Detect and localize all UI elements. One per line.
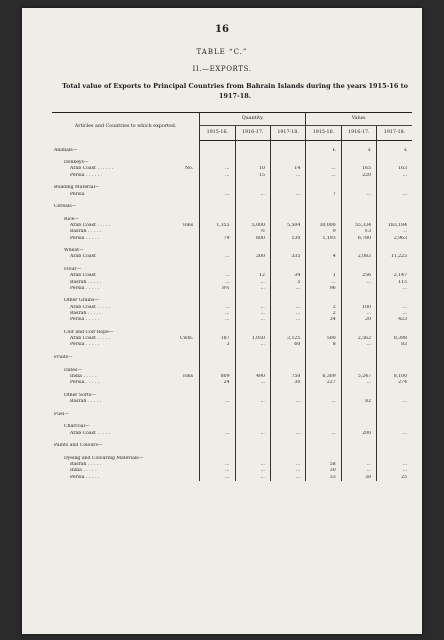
- unit-label: Tons: [182, 373, 194, 379]
- table-cell: ...: [235, 192, 270, 198]
- table-cell: ...: [341, 192, 376, 198]
- table-cell: 163: [377, 166, 412, 172]
- table-cell: ...: [235, 431, 270, 437]
- table-cell: 335: [270, 254, 305, 260]
- table-cell: 34: [270, 273, 305, 279]
- table-cell: 2: [306, 305, 341, 311]
- table-cell: 2,562: [341, 336, 376, 342]
- table-cell: 183,184: [377, 223, 412, 229]
- value-header: Value.: [306, 113, 412, 126]
- table-cell: 200: [341, 431, 376, 437]
- table-cell: [270, 141, 305, 148]
- table-cell: ½: [235, 229, 270, 235]
- table-cell: ...: [235, 468, 270, 474]
- table-cell: ...: [200, 468, 235, 474]
- table-cell: ...: [341, 342, 376, 348]
- table-cell: ...: [306, 166, 341, 172]
- table-cell: ...: [270, 399, 305, 405]
- table-row: [52, 475, 412, 481]
- table-cell: ...: [235, 399, 270, 405]
- row-label-text: Dyeing and Colouring Materials—: [64, 455, 144, 461]
- table-cell: ...: [235, 462, 270, 468]
- table-cell: 500: [306, 336, 341, 342]
- table-cell: 79: [200, 236, 235, 242]
- table-cell: ...: [377, 399, 412, 405]
- table-cell: ...: [270, 305, 305, 311]
- table-cell: 2,963: [377, 236, 412, 242]
- table-cell: [235, 141, 270, 148]
- table-cell: ...: [377, 468, 412, 474]
- table-cell: ...: [200, 166, 235, 172]
- table-cell: 3,125: [270, 336, 305, 342]
- table-cell: 1,050: [235, 336, 270, 342]
- table-cell: 25: [377, 475, 412, 481]
- table-cell: ...: [270, 475, 305, 481]
- row-label-text: Fruits—: [54, 354, 73, 360]
- table-cell: ...: [270, 431, 305, 437]
- row-label-text: Arab Coast . . . . .: [70, 223, 111, 229]
- table-cell: ...: [200, 280, 235, 286]
- table-cell: 30,000: [306, 223, 341, 229]
- table-cell: 274: [377, 380, 412, 386]
- table-cell: ...: [306, 173, 341, 179]
- row-label-text: Persia . . . . .: [70, 285, 99, 291]
- table-cell: £: [306, 148, 341, 154]
- unit-label: Tons: [182, 223, 194, 229]
- spacer-row: [52, 141, 412, 148]
- table-cell: 1: [306, 273, 341, 279]
- row-label-text: Paints and Colours—: [54, 443, 103, 449]
- table-cell: ...: [270, 173, 305, 179]
- table-cell: ...: [306, 280, 341, 286]
- table-cell: 750: [270, 374, 305, 380]
- row-label-text: Arab Coast: [70, 273, 96, 279]
- table-cell: 33: [306, 475, 341, 481]
- table-cell: [377, 141, 412, 148]
- row-label-text: Arab Coast: [70, 254, 96, 260]
- table-cell: 1,355: [200, 223, 235, 229]
- table-cell: ...: [235, 286, 270, 292]
- row-label-text: Rice—: [64, 216, 79, 222]
- document-page: [22, 8, 422, 634]
- table-cell: ...: [270, 462, 305, 468]
- table-cell: ...: [200, 192, 235, 198]
- row-label-text: Persia . . . . .: [70, 235, 99, 241]
- table-cell: ×3: [341, 229, 376, 235]
- unit-label: Cwts.: [180, 335, 194, 341]
- table-cell: 30: [306, 468, 341, 474]
- table-cell: [306, 141, 341, 148]
- table-cell: 5,000: [235, 223, 270, 229]
- table-cell: 82: [341, 399, 376, 405]
- table-cell: ...: [200, 431, 235, 437]
- table-cell: 4: [306, 254, 341, 260]
- table-cell: ...: [200, 311, 235, 317]
- row-label-text: Fuel—: [54, 411, 69, 417]
- table-cell: £: [377, 148, 412, 154]
- row-label-text: Persia . . . . .: [70, 342, 99, 348]
- table-cell: 34: [306, 317, 341, 323]
- table-cell: 8,100: [377, 374, 412, 380]
- table-cell: 24: [200, 380, 235, 386]
- table-cell: ...: [341, 311, 376, 317]
- row-label: [52, 475, 200, 481]
- year-header: 1917-18.: [377, 126, 412, 141]
- row-label-text: Basrah . . . . .: [70, 462, 101, 468]
- table-cell: ...: [270, 468, 305, 474]
- table-cell: ...: [377, 173, 412, 179]
- table-cell: 2: [306, 311, 341, 317]
- table-cell: ...: [341, 380, 376, 386]
- row-label-text: Basrah . . . . .: [70, 310, 101, 316]
- table-body: [52, 141, 412, 481]
- table-cell: 96: [306, 286, 341, 292]
- table-cell: ...: [306, 431, 341, 437]
- table-cell: ...: [235, 311, 270, 317]
- table-cell: ...: [200, 399, 235, 405]
- table-cell: ...: [377, 286, 412, 292]
- table-cell: 58: [306, 462, 341, 468]
- table-cell: 809: [200, 374, 235, 380]
- table-cell: ...: [200, 173, 235, 179]
- table-cell: ...: [200, 462, 235, 468]
- table-cell: 12: [235, 273, 270, 279]
- year-header: 1917-18.: [270, 126, 305, 141]
- table-cell: 10: [235, 166, 270, 172]
- table-cell: ...: [377, 311, 412, 317]
- year-header: 1915-16.: [306, 126, 341, 141]
- table-cell: ...: [270, 317, 305, 323]
- table-cell: 20: [341, 317, 376, 323]
- table-cell: ...: [270, 192, 305, 198]
- row-label-text: Other Sorts—: [64, 392, 96, 398]
- row-label-text: Wheat—: [64, 248, 84, 254]
- table-cell: ...: [235, 305, 270, 311]
- table-cell: 55,334: [341, 223, 376, 229]
- year-header: 1916-17.: [235, 126, 270, 141]
- table-cell: 220: [341, 173, 376, 179]
- table-cell: ...: [341, 280, 376, 286]
- table-cell: ...: [235, 380, 270, 386]
- table-cell: ...: [200, 273, 235, 279]
- table-cell: 6,309: [306, 374, 341, 380]
- table-cell: £: [341, 148, 376, 154]
- table-cell: 5,504: [270, 223, 305, 229]
- table-cell: ...: [200, 475, 235, 481]
- table-cell: 187: [200, 336, 235, 342]
- table-cell: 165: [341, 166, 376, 172]
- page-number: 16: [215, 24, 229, 35]
- table-cell: 423: [377, 317, 412, 323]
- row-label-text: Arab Coast . . . . .: [70, 304, 111, 310]
- table-cell: 130: [270, 236, 305, 242]
- table-cell: ...: [235, 475, 270, 481]
- row-label-text: Persia . . . . .: [70, 474, 99, 480]
- year-header: 1916-17.: [341, 126, 376, 141]
- table-cell: 5: [270, 280, 305, 286]
- table-cell: 600: [235, 236, 270, 242]
- quantity-header: Quantity.: [200, 113, 306, 126]
- table-subtitle: Total value of Exports to Principal Countries from Bahrain Islands during the years 1915-16 to 1917-18.: [62, 82, 408, 100]
- row-label-text: Coir and Coir Rope—: [64, 329, 114, 335]
- table-cell: [200, 141, 235, 148]
- table-cell: 8: [306, 342, 341, 348]
- row-label-text: Basrah . . . . .: [70, 279, 101, 285]
- table-cell: 11,225: [377, 254, 412, 260]
- table-cell: ...: [341, 468, 376, 474]
- table-cell: ...: [200, 254, 235, 260]
- row-label-text: Persia . . . . . .: [70, 172, 102, 178]
- table-cell: ...: [235, 342, 270, 348]
- table-cell: 14: [270, 166, 305, 172]
- table-cell: ...: [235, 317, 270, 323]
- row-label-text: Persia . . . . .: [70, 317, 99, 323]
- row-label-text: Basrah . . . . .: [70, 229, 101, 235]
- row-label-text: Donkeys—: [64, 160, 89, 166]
- table-cell: 6,780: [341, 236, 376, 242]
- table-cell: ...: [200, 305, 235, 311]
- row-label: [52, 141, 200, 148]
- row-label-text: Arab Coast . . . . . .: [70, 166, 114, 172]
- row-label-text: Animals—: [54, 147, 78, 153]
- table-cell: ...: [377, 305, 412, 311]
- row-label-text: Charcoal—: [64, 424, 90, 430]
- table-cell: 38: [341, 475, 376, 481]
- table-cell: 9: [306, 229, 341, 235]
- table-cell: 8,398: [377, 336, 412, 342]
- table-cell: 7: [306, 192, 341, 198]
- table-cell: ...: [377, 462, 412, 468]
- row-label-text: Basrah . . . . .: [70, 398, 101, 404]
- articles-header: Articles and Countries to which exported.: [52, 113, 200, 141]
- table-cell: 100: [341, 305, 376, 311]
- table-cell: 60: [270, 342, 305, 348]
- table-title: TABLE “C.”: [196, 48, 248, 56]
- table-cell: 256: [341, 273, 376, 279]
- row-label-text: Arab Coast . . . . .: [70, 430, 111, 436]
- table-cell: ...: [270, 311, 305, 317]
- table-cell: ...: [377, 229, 412, 235]
- table-cell: 15: [235, 173, 270, 179]
- table-cell: 3: [200, 342, 235, 348]
- table-cell: 115: [377, 280, 412, 286]
- table-cell: 490: [235, 374, 270, 380]
- row-label-text: India . . . . .: [70, 468, 97, 474]
- table-cell: ...: [306, 399, 341, 405]
- table-cell: 1,193: [306, 236, 341, 242]
- unit-label: No.: [184, 166, 194, 172]
- table-cell: 2,083: [341, 254, 376, 260]
- table-cell: 2,147: [377, 273, 412, 279]
- row-label-text: Persia: [70, 191, 85, 197]
- row-label-text: India . . . . .: [70, 373, 97, 379]
- year-header: 1915-16.: [200, 126, 235, 141]
- row-label-text: Flour—: [64, 267, 82, 273]
- table-cell: ...: [341, 462, 376, 468]
- table-cell: 83: [377, 342, 412, 348]
- row-label-text: Cereals—: [54, 204, 77, 210]
- table-cell: ...: [200, 317, 235, 323]
- section-heading: II.—EXPORTS.: [192, 65, 252, 73]
- row-label-text: Other Grains—: [64, 298, 99, 304]
- table-cell: 5,247: [341, 374, 376, 380]
- row-label-text: Building Material—: [54, 185, 100, 191]
- table-cell: ...: [235, 280, 270, 286]
- exports-table: [52, 112, 412, 481]
- table-cell: 200: [235, 254, 270, 260]
- table-cell: ...: [270, 286, 305, 292]
- table-cell: 30: [270, 380, 305, 386]
- table-cell: 8½: [200, 286, 235, 292]
- row-label-text: Dates—: [64, 367, 82, 373]
- table-cell: 227: [306, 380, 341, 386]
- row-label-text: Persia . . . . .: [70, 379, 99, 385]
- table-cell: ...: [377, 192, 412, 198]
- table-cell: ...: [377, 431, 412, 437]
- row-label-text: Arab Coast . . . . .: [70, 335, 111, 341]
- table-cell: [341, 141, 376, 148]
